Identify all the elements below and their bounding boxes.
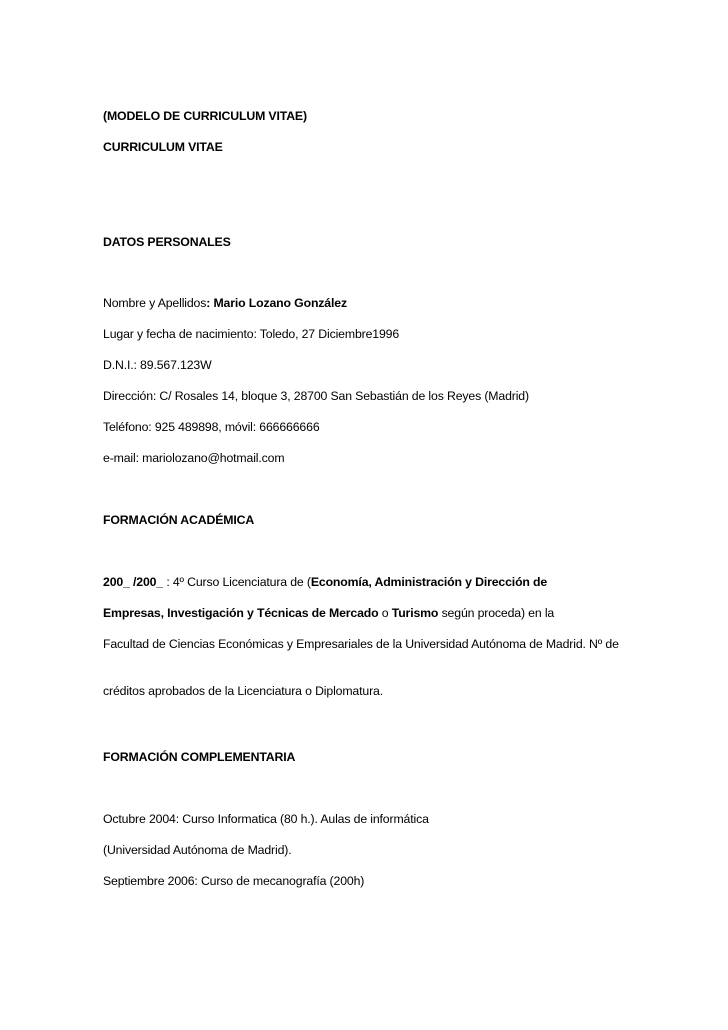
email-line: e-mail: mariolozano@hotmail.com	[103, 451, 285, 465]
academic-line-2	[103, 605, 623, 621]
model-title: (MODELO DE CURRICULUM VITAE)	[103, 109, 307, 123]
academic-degree-c: Turismo	[391, 606, 439, 620]
name-line	[103, 295, 623, 311]
academic-or: o	[378, 606, 392, 620]
complementary-item-1-line-1: Octubre 2004: Curso Informatica (80 h.). Aulas de informática	[103, 812, 429, 826]
name-label: Nombre y Apellidos	[103, 296, 207, 310]
address-line: Dirección: C/ Rosales 14, bloque 3, 28700 San Sebastián de los Reyes (Madrid)	[103, 389, 529, 403]
section-heading-academic: FORMACIÓN ACADÉMICA	[103, 513, 255, 527]
complementary-item-1-line-2: (Universidad Autónoma de Madrid).	[103, 843, 292, 857]
academic-degree-a: Economía, Administración y Dirección de	[310, 575, 548, 589]
cv-title: CURRICULUM VITAE	[103, 140, 223, 154]
name-value: : Mario Lozano González	[206, 296, 347, 310]
section-heading-personal-data: DATOS PERSONALES	[103, 235, 231, 249]
academic-line-4: créditos aprobados de la Licenciatura o Diplomatura.	[103, 684, 383, 698]
dni-line: D.N.I.: 89.567.123W	[103, 358, 212, 372]
academic-line-1	[103, 574, 623, 590]
academic-line-3: Facultad de Ciencias Económicas y Empresariales de la Universidad Autónoma de Madrid. Nº de	[103, 637, 619, 651]
academic-years: 200_ /200_	[103, 575, 164, 589]
phone-line: Teléfono: 925 489898, móvil: 666666666	[103, 420, 320, 434]
academic-degree-b: Empresas, Investigación y Técnicas de Mercado	[103, 606, 379, 620]
birth-line: Lugar y fecha de nacimiento: Toledo, 27 Diciembre1996	[103, 327, 400, 341]
section-heading-complementary: FORMACIÓN COMPLEMENTARIA	[103, 750, 296, 764]
academic-line-2-tail: según proceda) en la	[438, 606, 555, 620]
complementary-item-2: Septiembre 2006: Curso de mecanografía (200h)	[103, 874, 365, 888]
academic-course-text: : 4º Curso Licenciatura de (	[163, 575, 311, 589]
